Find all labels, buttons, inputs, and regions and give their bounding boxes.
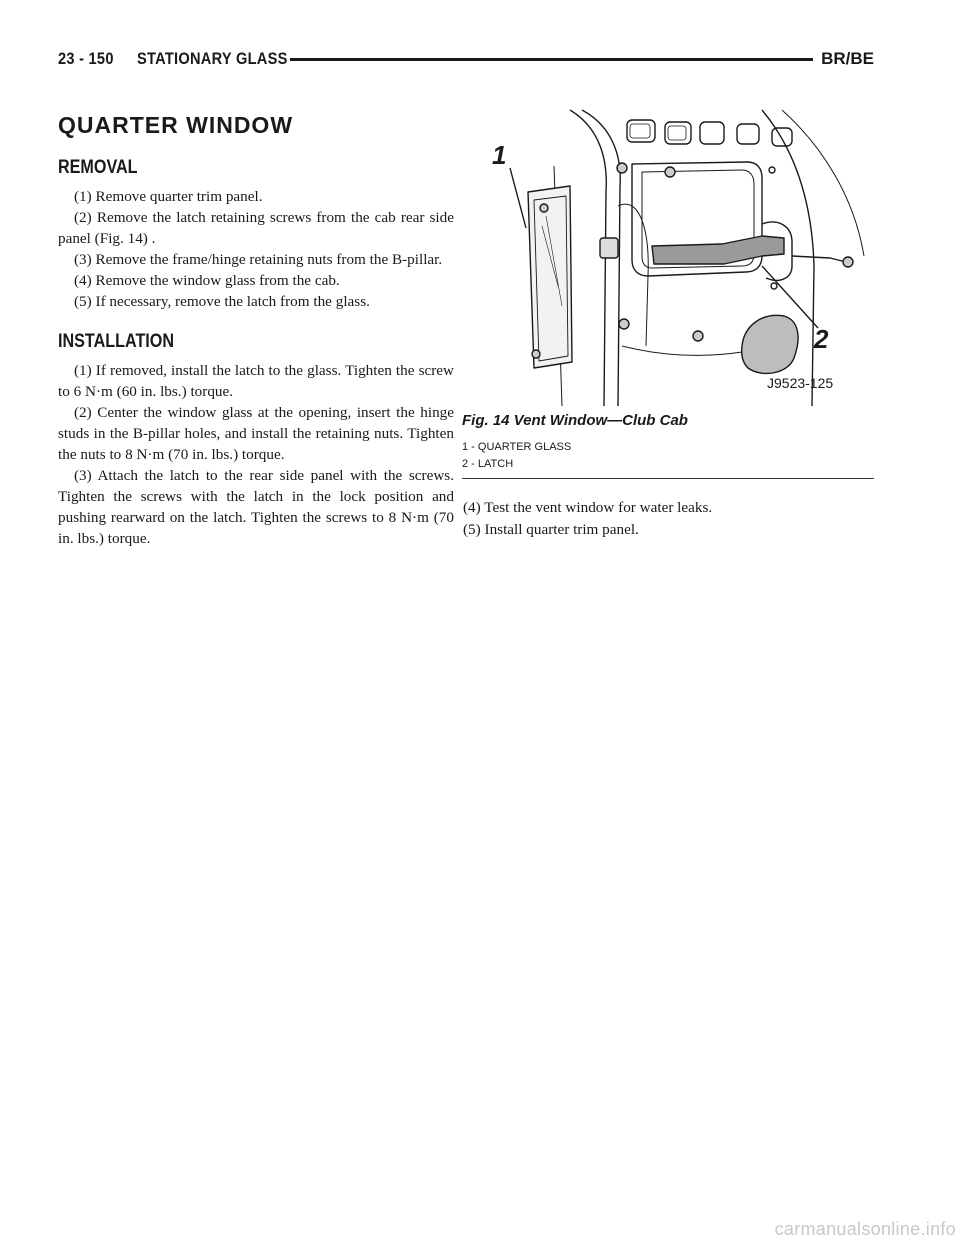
section-name: STATIONARY GLASS — [136, 49, 288, 68]
figure-rule — [462, 478, 874, 479]
figure-legend — [462, 439, 874, 473]
callout-2: 2 — [814, 324, 829, 354]
watermark-text: carmanualsonline.info — [774, 1219, 956, 1239]
left-column — [58, 108, 454, 549]
legend-item: 2 - LATCH — [462, 458, 514, 470]
removal-heading: REMOVAL — [58, 157, 138, 178]
page-header — [58, 46, 874, 72]
legend-item: 1 - QUARTER GLASS — [462, 441, 572, 453]
section-title: QUARTER WINDOW — [58, 112, 294, 138]
removal-step: (4) Remove the window glass from the cab. — [74, 272, 340, 289]
installation-step: (1) If removed, install the latch to the glass. Tighten the screw to 6 N·m (60 in. lbs.) torque. — [58, 362, 454, 400]
removal-step: (5) If necessary, remove the latch from the glass. — [74, 293, 370, 310]
header-rule — [290, 58, 813, 61]
vent-window-illustration — [462, 106, 874, 406]
page-number: 23 - 150 — [58, 49, 114, 68]
installation-step: (4) Test the vent window for water leaks. — [463, 499, 713, 516]
installation-step: (3) Attach the latch to the rear side panel with the screws. Tighten the screws with the latch in the lock position and pushing rearward on the latch. Tighten the screws to 8 N·m (70 in. lbs.) torque. — [58, 467, 454, 547]
figure-code: J9523-125 — [767, 375, 834, 391]
figure-vent-window — [462, 106, 874, 479]
callout-1: 1 — [492, 140, 507, 170]
installation-step: (2) Center the window glass at the opening, insert the hinge studs in the B-pillar holes, and install the retaining nuts. Tighten the nuts to 8 N·m (70 in. lbs.) torque. — [58, 404, 454, 463]
model-code: BR/BE — [821, 49, 874, 68]
right-column-steps — [463, 497, 874, 541]
removal-step: (3) Remove the frame/hinge retaining nuts from the B-pillar. — [74, 251, 443, 268]
installation-step: (5) Install quarter trim panel. — [463, 521, 639, 538]
figure-caption: Fig. 14 Vent Window—Club Cab — [462, 412, 688, 429]
installation-heading: INSTALLATION — [58, 331, 175, 352]
removal-step: (1) Remove quarter trim panel. — [74, 188, 263, 205]
removal-step: (2) Remove the latch retaining screws from the cab rear side panel (Fig. 14) . — [58, 209, 454, 247]
